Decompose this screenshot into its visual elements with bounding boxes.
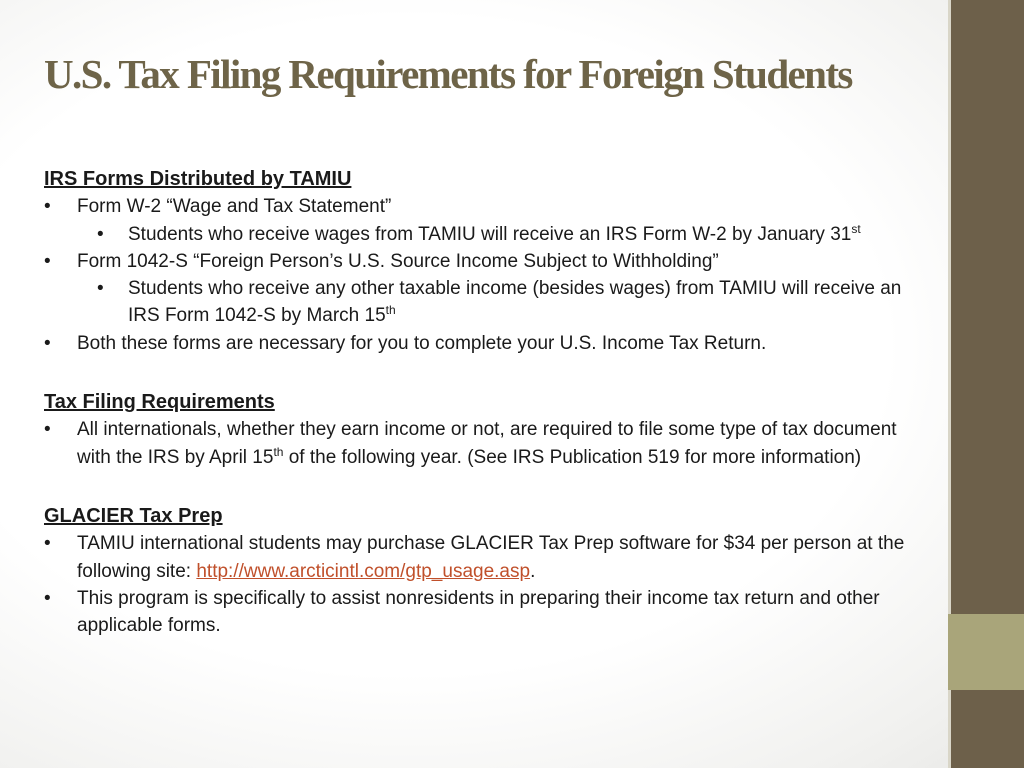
- bullet-text: Form W-2 “Wage and Tax Statement”: [77, 196, 392, 218]
- section-spacer: [44, 471, 924, 503]
- bullet-text: Students who receive any other taxable income (besides wages) from TAMIU will receive an IRS Form 1042-S by March 15: [128, 278, 902, 327]
- sub-bullet-w2-detail: [44, 221, 924, 248]
- bullet-text: Both these forms are necessary for you to complete your U.S. Income Tax Return.: [77, 332, 767, 354]
- slide-content: [44, 166, 924, 639]
- bullet-dot: •: [44, 533, 51, 555]
- bullet-dot: •: [44, 332, 51, 354]
- bullet-text: This program is specifically to assist nonresidents in preparing their income tax return and other applicable forms.: [77, 587, 880, 637]
- section-spacer: [44, 357, 924, 389]
- bullet-form-w2: [44, 193, 924, 220]
- bullet-text-end: .: [530, 560, 536, 582]
- sidebar-accent-block: [948, 614, 1024, 690]
- ordinal-suffix: th: [385, 303, 396, 318]
- section-heading-glacier: GLACIER Tax Prep: [44, 504, 223, 527]
- bullet-text: All internationals, whether they earn income or not, are required to file some type of tax document with the IRS by April 15: [77, 419, 897, 468]
- bullet-glacier-purchase: [44, 530, 924, 585]
- section-heading-irs-forms: IRS Forms Distributed by TAMIU: [44, 168, 352, 190]
- bullet-dot: •: [97, 223, 104, 245]
- bullet-dot: •: [44, 250, 51, 272]
- bullet-all-internationals: [44, 416, 924, 471]
- ordinal-suffix: st: [851, 221, 861, 236]
- bullet-dot: •: [44, 196, 51, 218]
- bullet-both-forms: [44, 330, 924, 357]
- bullet-glacier-program: [44, 585, 924, 640]
- sub-bullet-1042s-detail: [44, 275, 924, 330]
- bullet-text: Students who receive wages from TAMIU will receive an IRS Form W-2 by January 31: [128, 223, 852, 245]
- bullet-dot: •: [97, 278, 104, 300]
- bullet-dot: •: [44, 419, 51, 441]
- bullet-text: Form 1042-S “Foreign Person’s U.S. Source Income Subject to Withholding”: [77, 250, 719, 272]
- bullet-text-continued: of the following year. (See IRS Publication 519 for more information): [283, 446, 862, 468]
- glacier-link[interactable]: http://www.arcticintl.com/gtp_usage.asp: [196, 560, 531, 582]
- slide-title: U.S. Tax Filing Requirements for Foreign Students: [44, 51, 852, 97]
- bullet-text: TAMIU international students may purchase GLACIER Tax Prep software for $34 per person at the following site:: [77, 533, 905, 582]
- ordinal-suffix: th: [273, 444, 284, 459]
- bullet-form-1042s: [44, 248, 924, 275]
- section-heading-tax-filing: Tax Filing Requirements: [44, 391, 275, 414]
- decorative-sidebar: [948, 0, 1024, 768]
- bullet-dot: •: [44, 587, 51, 609]
